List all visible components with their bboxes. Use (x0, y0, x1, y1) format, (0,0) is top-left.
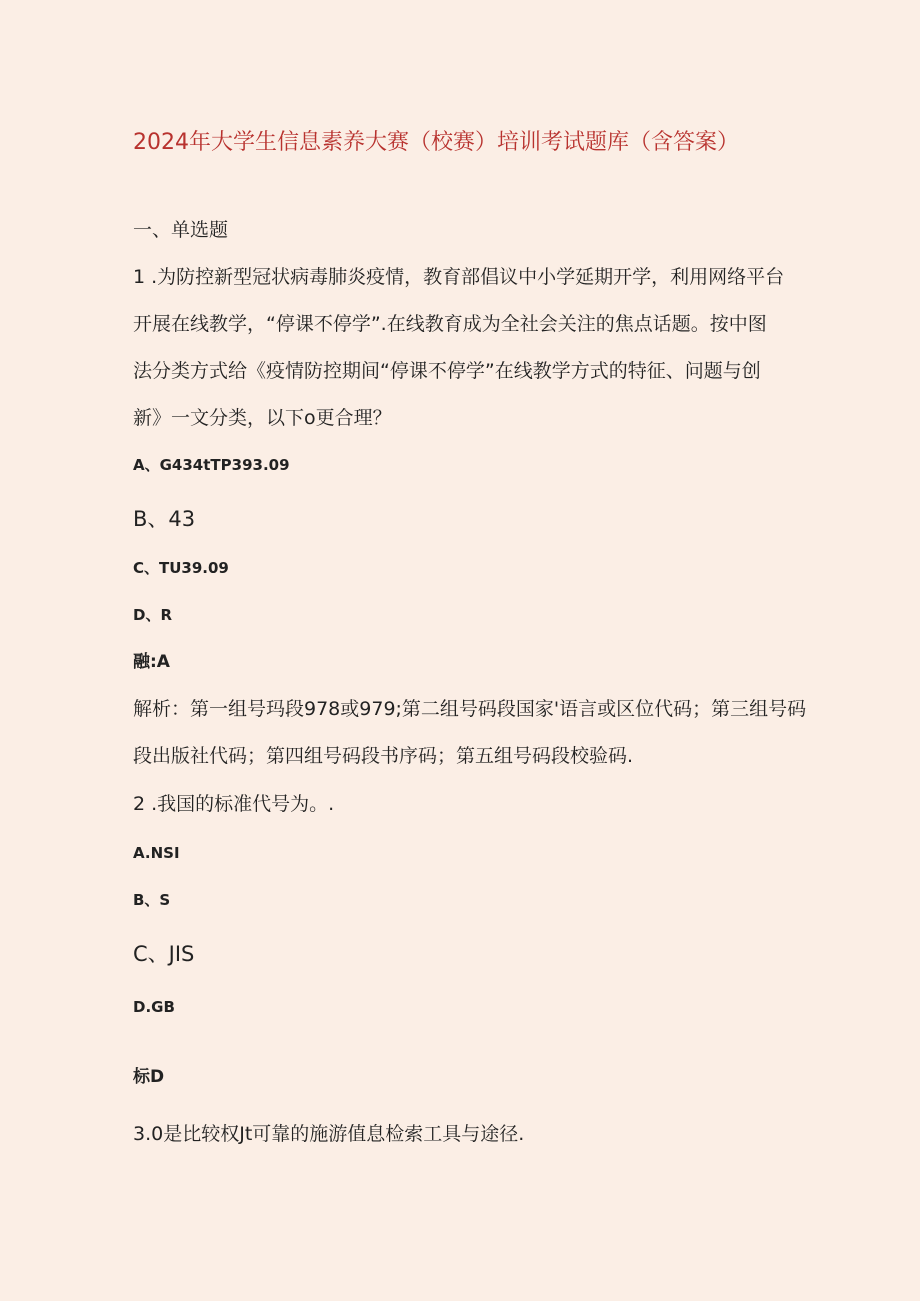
question-3-stem: 3.0是比较权Jt可靠的施游值息检索工具与途径. (133, 1123, 525, 1145)
question-1-line-4: 新》一文分类，以下o更合理？ (133, 407, 392, 429)
question-1-option-b: B、43 (133, 507, 196, 531)
question-2-answer: 标D (133, 1067, 165, 1087)
question-2-option-a: A.NSI (133, 844, 180, 862)
question-2-option-d: D.GB (133, 998, 175, 1016)
question-2-option-c: C、JIS (133, 942, 195, 966)
question-2-option-b: B、S (133, 891, 171, 909)
question-1-line-3: 法分类方式给《疫情防控期间“停课不停学”在线教学方式的特征、问题与创 (133, 360, 761, 382)
question-1-answer: 融:A (133, 652, 170, 672)
question-1-option-d: D、R (133, 606, 173, 624)
question-2-stem: 2 .我国的标准代号为。. (133, 793, 335, 815)
page-title: 2024年大学生信息素养大赛（校赛）培训考试题库（含答案） (133, 130, 739, 155)
question-1-option-a: A、G434tTP393.09 (133, 456, 290, 474)
question-1-line-2: 开展在线教学，“停课不停学”.在线教育成为全社会关注的焦点话题。按中图 (133, 313, 767, 335)
question-1-option-c: C、TU39.09 (133, 559, 229, 577)
question-1-analysis-line-2: 段出版社代码；第四组号码段书序码；第五组号码段校验码. (133, 745, 634, 767)
question-1-line-1: 1 .为防控新型冠状病毒肺炎疫情，教育部倡议中小学延期开学，利用网络平台 (133, 266, 785, 288)
question-1-analysis-line-1: 解析：第一组号玛段978或979;第二组号码段国家'语言或区位代码；第三组号码 (133, 698, 807, 720)
section-heading: 一、单选题 (133, 219, 229, 241)
